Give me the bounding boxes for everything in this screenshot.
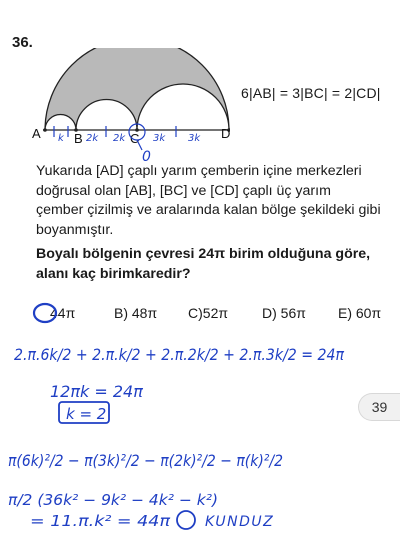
option-e-letter: E): [338, 305, 352, 321]
hand-line-3: k = 2: [66, 405, 107, 423]
option-b-value: 48π: [131, 305, 158, 321]
hand-line-1: 2.π.6k/2 + 2.π.k/2 + 2.π.2k/2 + 2.π.3k/2 = 24π: [14, 345, 345, 364]
question-text: Boyalı bölgenin çevresi 24π birim olduğuna göre, alanı kaç birimkaredir?: [36, 246, 371, 282]
hand-line-6: = 11.π.k² = 44π: [30, 512, 172, 530]
note-k: k: [58, 133, 64, 144]
note-2k-b: 2k: [113, 133, 126, 144]
option-e-value: 60π: [355, 305, 382, 321]
note-3k-b: 3k: [188, 133, 201, 144]
label-a: A: [32, 126, 41, 141]
option-c-letter: C): [188, 305, 203, 321]
length-relation: 6|AB| = 3|BC| = 2|CD|: [241, 85, 381, 101]
label-d: D: [221, 126, 230, 141]
center-mark: 0: [142, 149, 151, 165]
hand-line-5: π/2 (36k² − 9k² − 4k² − k²): [8, 491, 218, 509]
hand-line-4: π(6k)²/2 − π(3k)²/2 − π(2k)²/2 − π(k)²/2: [8, 451, 283, 470]
option-d-letter: D): [262, 305, 277, 321]
question-number: 36.: [12, 34, 33, 51]
note-2k-a: 2k: [86, 133, 99, 144]
option-d-value: 56π: [280, 305, 306, 321]
option-c-value: 52π: [202, 305, 229, 321]
problem-text: Yukarıda [AD] çaplı yarım çemberin içine merkezleri doğrusal olan [AB], [BC] ve [CD] çaplı üç yarım çember çizilmiş ve aralarında kalan bölge şekildeki gibi boyanmıştır.: [36, 163, 381, 238]
label-b: B: [74, 131, 83, 146]
answer-circle-mark: [34, 304, 56, 322]
hand-signature: KUNDUZ: [205, 514, 275, 530]
label-c: C: [130, 131, 140, 146]
page-number-tab[interactable]: 39: [358, 393, 400, 421]
hand-line-2: 12πk = 24π: [50, 382, 143, 401]
note-3k-a: 3k: [153, 133, 166, 144]
option-a-value: 44π: [50, 305, 76, 321]
answer-a-circle-mark: [177, 511, 195, 529]
option-b-letter: B): [114, 305, 128, 321]
